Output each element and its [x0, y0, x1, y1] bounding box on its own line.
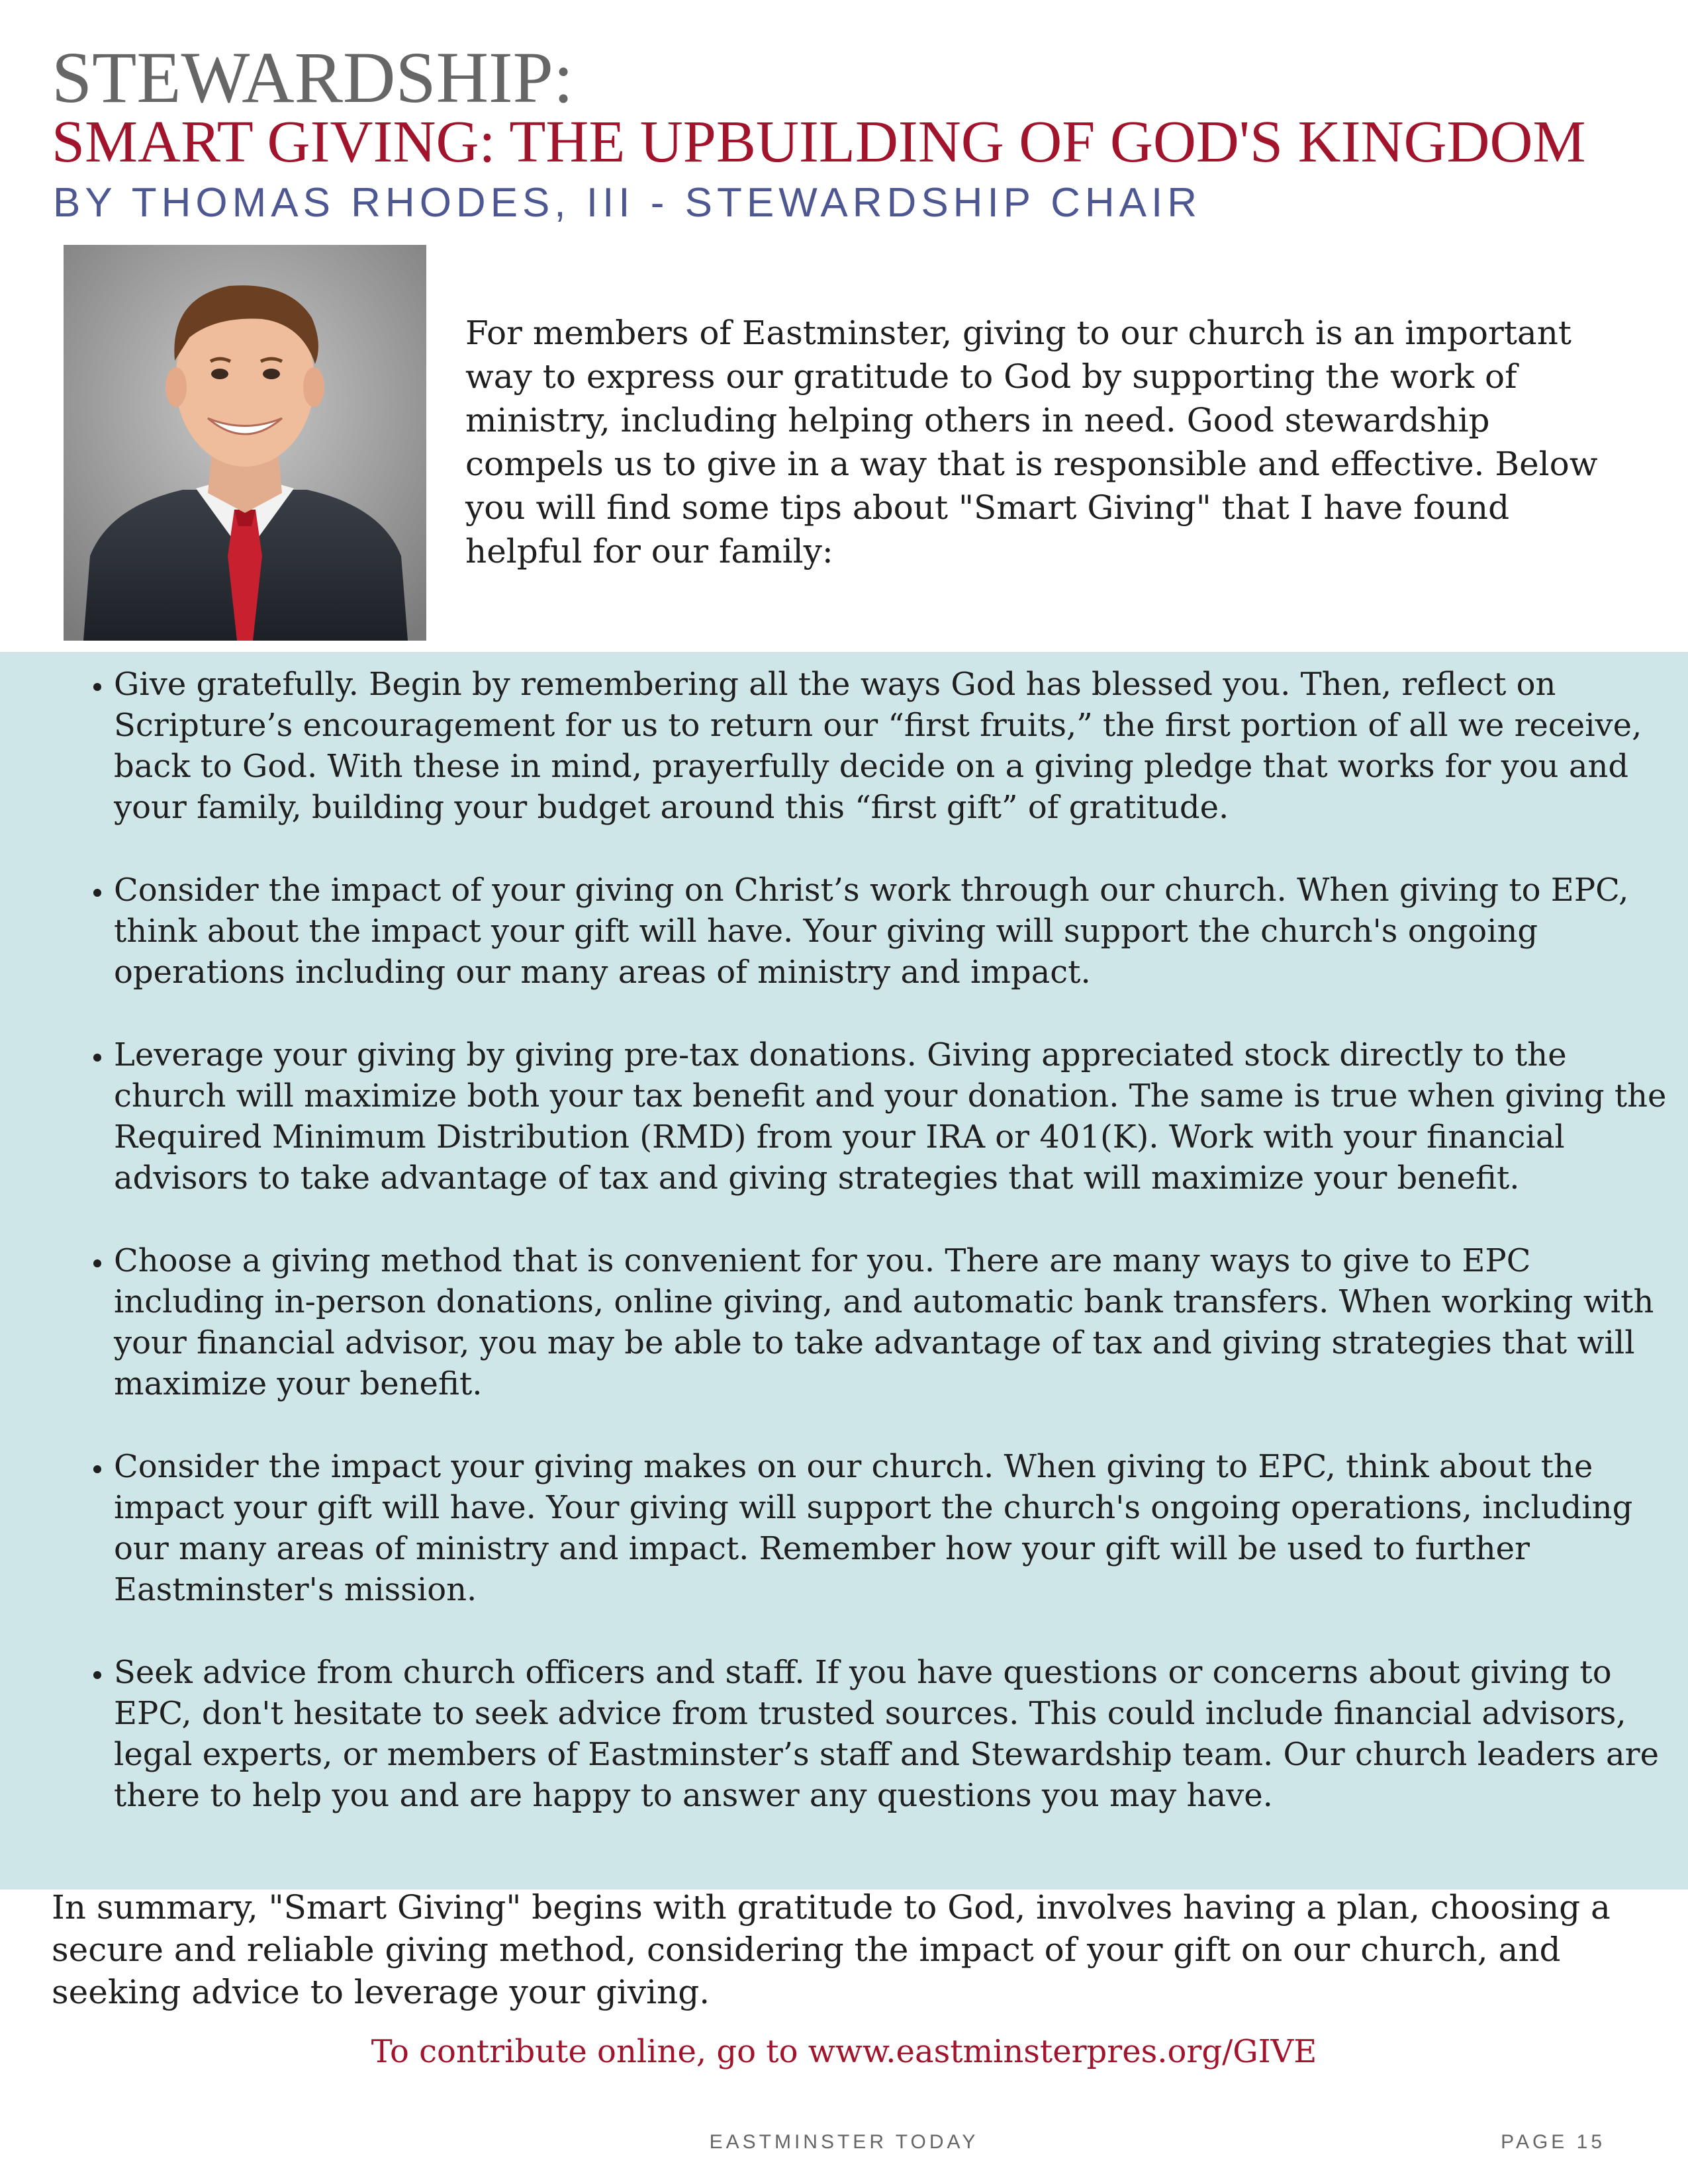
footer-page-number: PAGE 15 [1501, 2131, 1605, 2153]
article-title: SMART GIVING: THE UPBUILDING OF GOD'S KINGDOM [52, 109, 1586, 175]
tip-item: • Seek advice from church officers and staff. If you have questions or concerns about giving to EPC, don't hesitate to seek advice from trusted sources. This could include financial advisors, legal experts, or members of Eastminster’s staff and Stewardship team. Our church leaders are there to help you and are happy to answer any questions you may have. [114, 1652, 1683, 1816]
tip-item: • Consider the impact your giving makes on our church. When giving to EPC, think about the impact your gift will have. Your giving will support the church's ongoing operations, including our many areas of ministry and impact. Remember how your gift will be used to further Eastminster's mission. [114, 1446, 1683, 1610]
tip-item: • Leverage your giving by giving pre-tax donations. Giving appreciated stock directly to the church will maximize both your tax benefit and your donation. The same is true when giving the Required Minimum Distribution (RMD) from your IRA or 401(K). Work with your financial advisors to take advantage of tax and giving strategies that will maximize your benefit. [114, 1034, 1683, 1199]
give-online-link[interactable]: To contribute online, go to www.eastminsterpres.org/GIVE [371, 2033, 1317, 2070]
author-photo [64, 245, 426, 641]
author-byline: BY THOMAS RHODES, III - STEWARDSHIP CHAIR [53, 180, 1202, 226]
section-kicker: STEWARDSHIP: [52, 37, 574, 118]
intro-paragraph: For members of Eastminster, giving to our church is an important way to express our gratitude to God by supporting the work of ministry, including helping others in need. Good stewardship compels us to give in a way that is responsible and effective. Below you will find some tips about "Smart Giving" that I have found helpful for our family: [465, 314, 1598, 570]
tips-list [78, 664, 1683, 1858]
footer-publication: EASTMINSTER TODAY [709, 2131, 979, 2153]
tip-item: • Choose a giving method that is convenient for you. There are many ways to give to EPC including in-person donations, online giving, and automatic bank transfers. When working with your financial advisor, you may be able to take advantage of tax and giving strategies that will maximize your benefit. [114, 1240, 1683, 1404]
tip-item: • Give gratefully. Begin by remembering all the ways God has blessed you. Then, reflect on Scripture’s encouragement for us to return our “first fruits,” the first portion of all we receive, back to God. With these in mind, prayerfully decide on a giving pledge that works for you and your family, building your budget around this “first gift” of gratitude. [114, 664, 1683, 828]
summary-paragraph: In summary, "Smart Giving" begins with gratitude to God, involves having a plan, choosing a secure and reliable giving method, considering the impact of your gift on our church, and seeking advice to leverage your giving. [52, 1888, 1611, 2011]
tip-item: • Consider the impact of your giving on Christ’s work through our church. When giving to EPC, think about the impact your gift will have. Your giving will support the church's ongoing operations including our many areas of ministry and impact. [114, 870, 1683, 993]
